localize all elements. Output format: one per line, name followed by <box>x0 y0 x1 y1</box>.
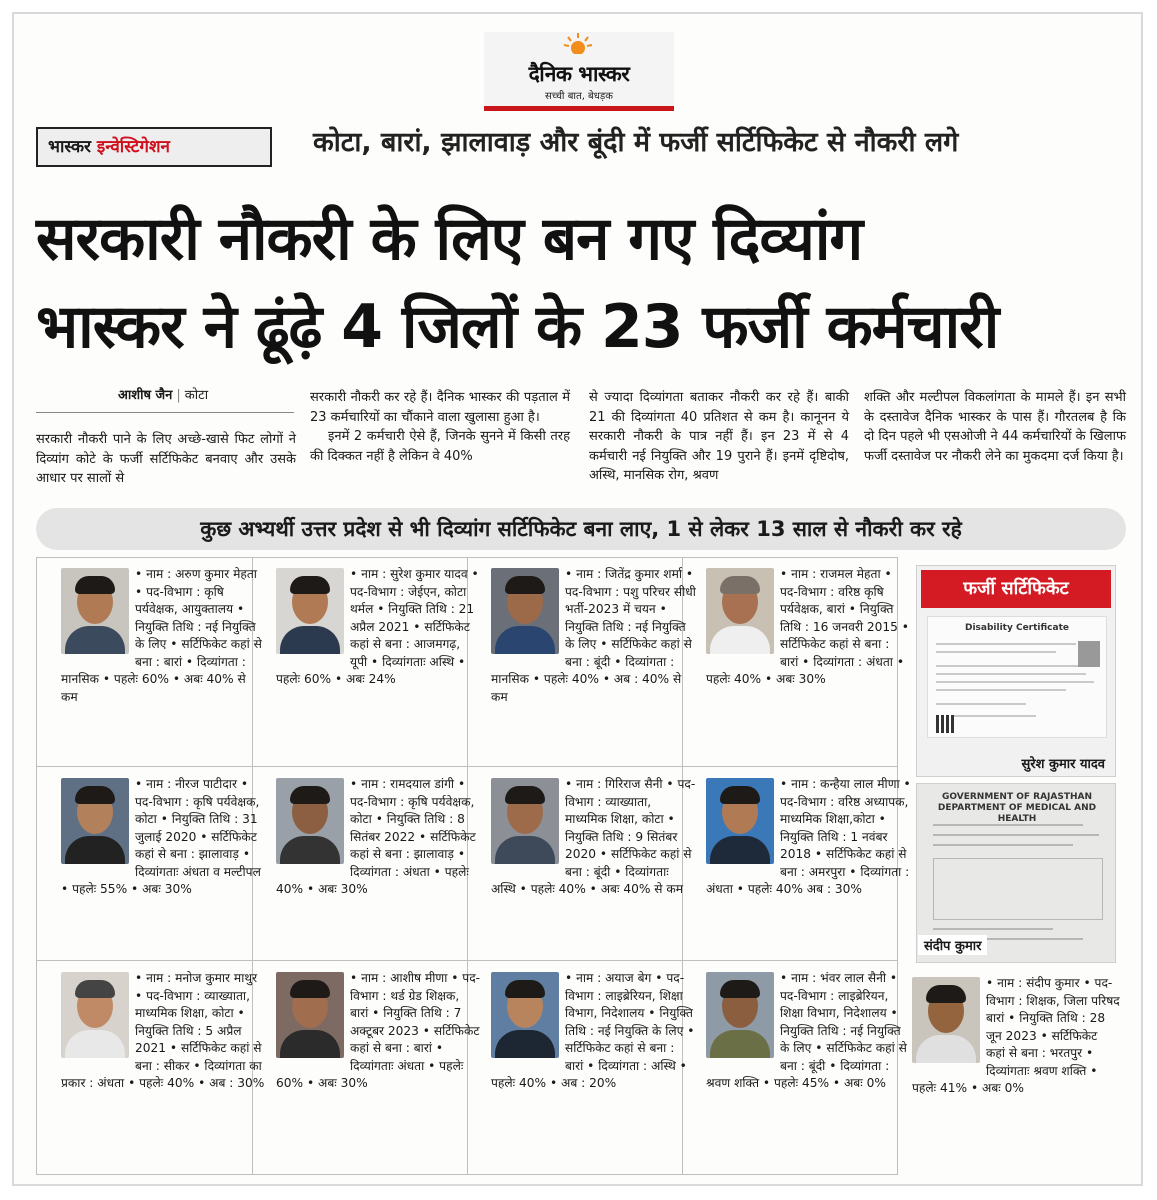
sun-logo-icon <box>563 32 593 54</box>
employee-card <box>706 566 911 762</box>
brand-tagline: सच्ची बात, बेधड़क <box>545 91 613 102</box>
byline <box>118 385 208 403</box>
photo-thumbnail <box>1078 641 1100 667</box>
employee-photo <box>706 778 774 864</box>
headline-line-1: सरकारी नौकरी के लिए बन गए दिव्यांग <box>36 204 863 274</box>
employee-details: • नाम : नीरज पाटीदार • पद-विभाग : कृषि पर्यवेक्षक, कोटा • नियुक्ति तिथि : 31 जुलाई 2020 • सर्टिफिकेट कहां से बना : झालावाड़ • दिव्यांगताः अंधता व मल्टीपल • पहलेः 55% • अबः 30% <box>61 777 261 896</box>
employee-details: • नाम : सुरेश कुमार यादव • पद-विभाग : जेईएन, कोटा थर्मल • नियुक्ति तिथि : 21 अप्रैल 2021 • सर्टिफिकेट कहां से बना : आजमगढ़, यूपी • दिव्यांगताः अस्थि • पहलेः 60% • अबः 24% <box>276 567 479 686</box>
employee-card <box>491 970 696 1166</box>
employee-details: • नाम : मनोज कुमार माथुर • पद-विभाग : व्याख्याता, माध्यमिक शिक्षा, कोटा • नियुक्ति तिथि : 5 अप्रैल 2021 • सर्टिफिकेट कहां से बना : सीकर • दिव्यांगता का प्रकार : अंधता • पहलेः 40% • अब : 30% <box>61 971 265 1090</box>
section-kicker <box>36 127 272 167</box>
certificate-caption: सुरेश कुमार यादव <box>1021 757 1105 772</box>
text-line <box>936 665 1096 667</box>
employee-card <box>491 776 696 972</box>
certificate-table <box>933 858 1103 920</box>
employee-details: • नाम : गिरिराज सैनी • पद-विभाग : व्याख्याता, माध्यमिक शिक्षा, कोटा • नियुक्ति तिथि : 9 सितंबर 2020 • सर्टिफिकेट कहां से बना : बूंदी • दिव्यांगताः अस्थि • पहलेः 40% • अबः 40% से कम <box>491 777 696 896</box>
employee-photo <box>276 568 344 654</box>
employee-details: • नाम : कन्हैया लाल मीणा • पद-विभाग : वरिष्ठ अध्यापक, माध्यमिक शिक्षा,कोटा • नियुक्ति तिथि : 1 नवंबर 2018 • सर्टिफिकेट कहां से बना : अमरपुरा • दिव्यांगता : अंधता • पहलेः 40% अब : 30% <box>706 777 911 896</box>
employee-photo <box>276 972 344 1058</box>
employee-photo <box>61 778 129 864</box>
headline-line-2: भास्कर ने ढूंढ़े 4 जिलों के 23 फर्जी कर्मचारी <box>36 292 999 362</box>
info-banner: कुछ अभ्यर्थी उत्तर प्रदेश से भी दिव्यांग सर्टिफिकेट बना लाए, 1 से लेकर 13 साल से नौकरी कर रहे <box>36 508 1126 550</box>
article-column-2-para-1: सरकारी नौकरी कर रहे हैं। दैनिक भास्कर की पड़ताल में 23 कर्मचारियों का चौंकाने वाला खुलासा हुआ है। <box>310 390 570 425</box>
kicker-part1: भास्कर <box>48 137 97 157</box>
fake-certificate-panel <box>916 565 1116 777</box>
byline-author: आशीष जैन <box>118 388 173 403</box>
employee-photo <box>491 568 559 654</box>
employee-photo <box>706 568 774 654</box>
text-line <box>933 844 1073 846</box>
qr-code-icon <box>936 715 954 733</box>
text-line <box>936 673 1086 675</box>
employee-card <box>276 970 481 1166</box>
text-line <box>936 703 1026 705</box>
employee-details: • नाम : रामदयाल डांगी • पद-विभाग : कृषि पर्यवेक्षक, कोटा • नियुक्ति तिथि : 8 सितंबर 2022 • सर्टिफिकेट कहां से बना : झालावाड़ • दिव्यांगता : अंधता • पहलेः 40% • अबः 30% <box>276 777 476 896</box>
employee-details: • नाम : अयाज बेग • पद-विभाग : लाइब्रेरियन, शिक्षा विभाग, निदेशालय • नियुक्ति तिथि : नई नियुक्ति के लिए • सर्टिफिकेट कहां से बना : बारां • दिव्यांगता : अस्थि • पहलेः 40% • अब : 20% <box>491 971 695 1090</box>
employee-photo <box>491 972 559 1058</box>
kicker-part2: इन्वेस्टिगेशन <box>96 137 170 157</box>
employee-photo <box>706 972 774 1058</box>
text-line <box>933 824 1083 826</box>
article-column-3: से ज्यादा दिव्यांगता बताकर नौकरी कर रहे हैं। बाकी 21 की दिव्यांगता 40 प्रतिशत से कम है। कानूनन ये सरकारी नौकरी के पात्र नहीं हैं। इन 23 में से 4 कर्मचारी नई नियुक्ति और 19 पुराने हैं। इनमें दृष्टिदोष, अस्थि, मानसिक रोग, श्रवण <box>589 390 849 483</box>
masthead <box>484 32 674 111</box>
employee-details: • नाम : भंवर लाल सैनी • पद-विभाग : लाइब्रेरियन, शिक्षा विभाग, निदेशालय • नियुक्ति तिथि : नई नियुक्ति के लिए • सर्टिफिकेट कहां से बना : बूंदी • दिव्यांगता : श्रवण शक्ति • पहलेः 45% • अबः 0% <box>706 971 907 1090</box>
gov-line-2: DEPARTMENT OF MEDICAL AND HEALTH <box>937 803 1097 824</box>
certificate-doc-title: Disability Certificate <box>964 623 1069 633</box>
employee-photo <box>61 568 129 654</box>
text-line <box>936 643 1076 645</box>
text-line <box>936 651 1056 653</box>
grid-divider <box>37 766 897 767</box>
employee-card <box>912 975 1120 1098</box>
employee-photo <box>61 972 129 1058</box>
employee-details: • नाम : अरुण कुमार मेहता • पद-विभाग : कृषि पर्यवेक्षक, आयुक्तालय • नियुक्ति तिथि : नई नियुक्ति के लिए • सर्टिफिकेट कहां से बना : बारां • दिव्यांगता : मानसिक • पहलेः 60% • अबः 40% से कम <box>61 567 262 704</box>
text-line <box>933 834 1099 836</box>
employee-card <box>491 566 696 762</box>
text-line <box>933 928 1053 930</box>
byline-separator: | <box>176 388 181 403</box>
certificate-image <box>927 616 1107 738</box>
fake-certificate-title: फर्जी सर्टिफिकेट <box>921 570 1111 608</box>
article-column-2 <box>310 388 570 466</box>
article-column-2-para-2: इनमें 2 कर्मचारी ऐसे हैं, जिनके सुनने में किसी तरह की दिक्कत नहीं है लेकिन वे 40% <box>310 429 570 464</box>
text-line <box>936 689 1066 691</box>
employee-photo <box>491 778 559 864</box>
employee-details: • नाम : संदीप कुमार • पद-विभाग : शिक्षक, जिला परिषद बारां • नियुक्ति तिथि : 28 जून 2023 • सर्टिफिकेट कहां से बना : भरतपुर • दिव्यांगताः श्रवण शक्ति • पहलेः 41% • अबः 0% <box>912 976 1120 1095</box>
employee-card <box>706 776 911 972</box>
certificate-government-heading <box>937 792 1097 825</box>
byline-rule <box>36 412 294 413</box>
employee-card <box>276 566 481 762</box>
text-line <box>936 681 1094 683</box>
employee-details: • नाम : आशीष मीणा • पद-विभाग : थर्ड ग्रेड शिक्षक, बारां • नियुक्ति तिथि : 7 अक्टूबर 2023 • सर्टिफिकेट कहां से बना : बारां • दिव्यांगताः अंधता • पहलेः 60% • अबः 30% <box>276 971 481 1090</box>
byline-place: कोटा <box>184 388 209 403</box>
employee-details: • नाम : राजमल मेहता • पद-विभाग : वरिष्ठ कृषि पर्यवेक्षक, बारां • नियुक्ति तिथि : 16 जनवरी 2015 • सर्टिफिकेट कहां से बना : बारां • दिव्यांगता : अंधता • पहलेः 40% • अबः 30% <box>706 567 909 686</box>
employee-photo <box>276 778 344 864</box>
employee-photo <box>912 977 980 1063</box>
employee-card <box>61 970 266 1166</box>
sub-headline: कोटा, बारां, झालावाड़ और बूंदी में फर्जी सर्टिफिकेट से नौकरी लगे <box>313 127 959 158</box>
employee-card <box>61 566 266 762</box>
article-column-4: शक्ति और मल्टीपल विकलांगता के मामले हैं। इन सभी के दस्तावेज दैनिक भास्कर के पास हैं। गौरतलब है कि दो दिन पहले भी एसओजी ने 44 कर्मचारियों के खिलाफ फर्जी दस्तावेज पर नौकरी लेने का मुकदमा दर्ज किया है। <box>864 390 1126 464</box>
employee-card <box>276 776 481 972</box>
gov-line-1: GOVERNMENT OF RAJASTHAN <box>941 792 1093 802</box>
side-column <box>906 557 1126 1175</box>
employee-card <box>61 776 266 972</box>
article-column-1: सरकारी नौकरी पाने के लिए अच्छे-खासे फिट लोगों ने दिव्यांग कोटे के फर्जी सर्टिफिकेट बनवाए और उसके आधार पर सालों से <box>36 432 296 486</box>
employee-grid <box>36 557 911 1175</box>
brand-name: दैनिक भास्कर <box>528 62 630 86</box>
employee-card <box>706 970 911 1166</box>
employee-details: • नाम : जितेंद्र कुमार शर्मा • पद-विभाग : पशु परिचर सीधी भर्ती-2023 में चयन • नियुक्ति तिथि : नई नियुक्ति के लिए • सर्टिफिकेट कहां से बना : बूंदी • दिव्यांगता : मानसिक • पहलेः 40% • अब : 40% से कम <box>491 567 696 704</box>
certificate-caption: संदीप कुमार <box>918 935 987 955</box>
